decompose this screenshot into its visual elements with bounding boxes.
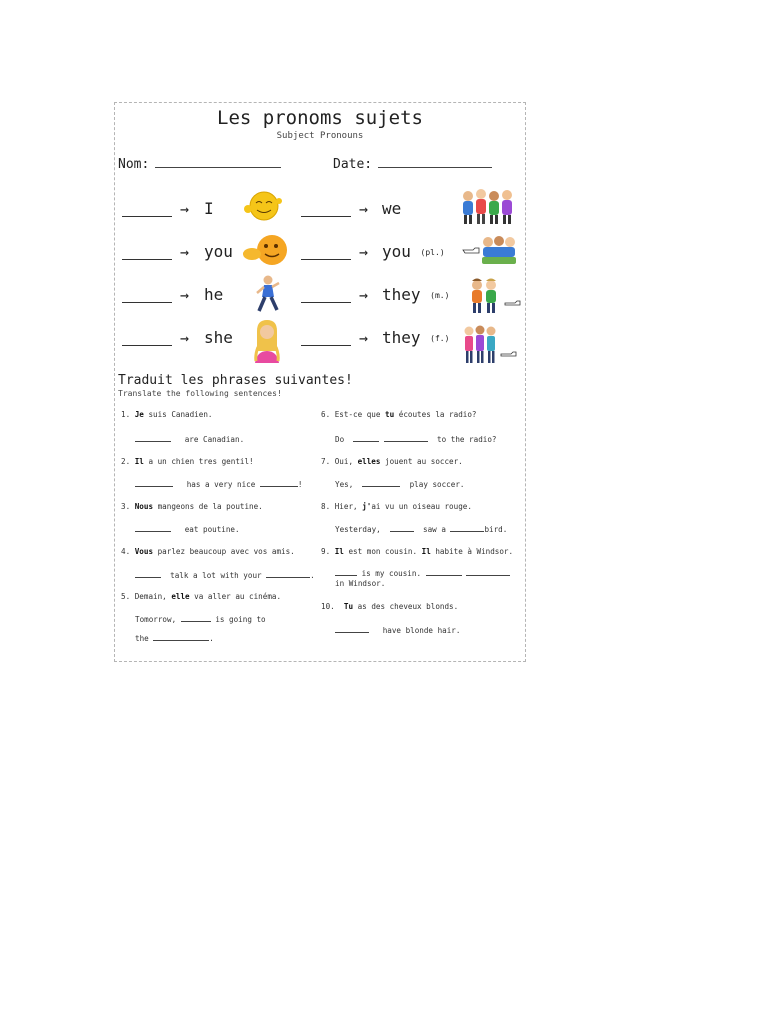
sentence-7: 7. Oui, elles jouent au soccer. [321, 457, 463, 466]
answer-blank[interactable] [260, 478, 298, 487]
sentence-9: 9. Il est mon cousin. Il habite à Windsor. [321, 547, 514, 556]
answer-7: Yes, play soccer. [335, 480, 465, 489]
pronoun-I: I [204, 199, 214, 218]
answer-blank[interactable] [266, 569, 310, 578]
pronoun-they-f: they (f.) [382, 328, 450, 347]
date-field [333, 157, 492, 172]
answer-blank[interactable] [390, 523, 414, 532]
arrow-icon: → [180, 243, 190, 261]
pronoun-they-m: they (m.) [382, 285, 450, 304]
answer-blank[interactable] [135, 433, 171, 442]
pronoun-you: you [204, 242, 233, 261]
answer-9-cont: in Windsor. [335, 579, 386, 588]
blank-je[interactable] [122, 216, 172, 217]
boy-running-icon [253, 275, 283, 315]
pronoun-you-pl: you (pl.) [382, 242, 445, 261]
answer-blank[interactable] [135, 478, 173, 487]
arrow-icon: → [359, 243, 369, 261]
name-line[interactable] [155, 157, 281, 168]
section-subtitle: Translate the following sentences! [118, 389, 282, 398]
pronoun-we: we [382, 199, 402, 218]
answer-9: is my cousin. [335, 567, 510, 579]
two-boys-icon [465, 277, 523, 315]
answer-6: Do to the radio? [335, 435, 497, 444]
answer-blank[interactable] [335, 624, 369, 633]
answer-blank[interactable] [450, 523, 484, 532]
answer-5-cont: the . [135, 634, 214, 643]
sentence-4: 4. Vous parlez beaucoup avec vos amis. [121, 547, 295, 556]
answer-blank[interactable] [353, 433, 379, 442]
arrow-icon: → [180, 329, 190, 347]
answer-4: talk a lot with your . [135, 569, 315, 581]
group-people-icon [460, 187, 518, 225]
page-subtitle: Subject Pronouns [276, 131, 364, 141]
sentence-5: 5. Demain, elle va aller au cinéma. [121, 592, 282, 601]
sentence-2: 2. Il a un chien tres gentil! [121, 457, 254, 466]
answer-1: are Canadian. [135, 433, 244, 445]
girl-blonde-icon [249, 319, 285, 363]
emoji-pointing-face-icon [242, 232, 292, 268]
sentence-10: 10. Tu as des cheveux blonds. [321, 602, 459, 611]
answer-blank[interactable] [384, 433, 428, 442]
blank-tu[interactable] [122, 259, 172, 260]
emoji-sun-face-icon [243, 189, 283, 223]
sentence-3: 3. Nous mangeons de la poutine. [121, 502, 263, 511]
section-title: Traduit les phrases suivantes! [118, 373, 353, 388]
arrow-icon: → [359, 200, 369, 218]
date-label: Date: [333, 157, 373, 172]
answer-blank[interactable] [135, 523, 171, 532]
arrow-icon: → [359, 329, 369, 347]
answer-blank[interactable] [466, 567, 510, 576]
blank-elles[interactable] [301, 345, 351, 346]
worksheet [114, 102, 526, 662]
answer-blank[interactable] [181, 613, 211, 622]
answer-blank[interactable] [335, 567, 357, 576]
sentence-8: 8. Hier, j'ai vu un oiseau rouge. [321, 502, 472, 511]
blank-elle[interactable] [122, 345, 172, 346]
arrow-icon: → [180, 200, 190, 218]
answer-blank[interactable] [135, 569, 161, 578]
sentence-1: 1. Je suis Canadien. [121, 410, 213, 419]
answer-blank[interactable] [153, 632, 209, 641]
arrow-icon: → [180, 286, 190, 304]
pronoun-he: he [204, 285, 224, 304]
arrow-icon: → [359, 286, 369, 304]
answer-blank[interactable] [362, 478, 400, 487]
answer-3: eat poutine. [135, 523, 240, 535]
pronoun-she: she [204, 328, 233, 347]
answer-blank[interactable] [426, 567, 462, 576]
blank-vous[interactable] [301, 259, 351, 260]
answer-5: Tomorrow, is going to [135, 615, 266, 624]
answer-10: have blonde hair. [335, 624, 460, 636]
answer-2: has a very nice ! [135, 478, 302, 490]
three-girls-icon [461, 324, 519, 366]
date-line[interactable] [378, 157, 492, 168]
blank-nous[interactable] [301, 216, 351, 217]
blank-il[interactable] [122, 302, 172, 303]
blank-ils[interactable] [301, 302, 351, 303]
page-title: Les pronoms sujets [217, 107, 423, 129]
sentence-6: 6. Est-ce que tu écoutes la radio? [321, 410, 477, 419]
name-field [118, 157, 281, 172]
name-label: Nom: [118, 157, 150, 172]
answer-8: Yesterday, saw a bird. [335, 525, 508, 534]
group-pointing-icon [461, 234, 519, 266]
